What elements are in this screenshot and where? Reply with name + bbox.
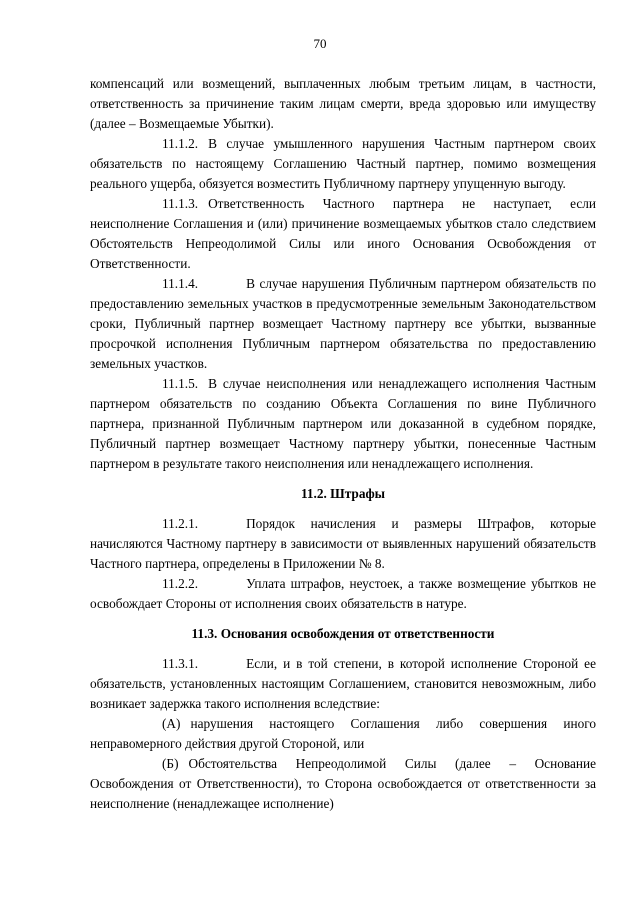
section-heading-11-2: 11.2. Штрафы [300,486,386,501]
clause-11-3-a [90,714,596,754]
clause-11-1-4 [90,274,596,374]
clause-number: 11.1.3. [162,196,199,211]
clause-text: В случае неисполнения или ненадлежащего исполнения Частным партнером обязательств по созданию Объекта Соглашения по вине Публичного партнера, признанной Публичным партнером или доказанной в судебном порядке, Публичный партнер возмещает Частному партнеру убытки, понесенные Частным партнером в результате такого неисполнения или ненадлежащего исполнения. [90,376,596,471]
clause-11-2-1 [90,514,596,574]
document-body [90,74,596,814]
clause-text: В случае нарушения Публичным партнером обязательств по предоставлению земельных участков в предусмотренные земельным Законодательством сроки, Публичный партнер возмещает Частному партнеру все убытки, вызванные просрочкой исполнения Публичным партнером обязательства по предоставлению земельных участков. [90,276,596,371]
clause-text: нарушения настоящего Соглашения либо совершения иного неправомерного действия другой Стороной, или [90,716,596,751]
clause-text: В случае умышленного нарушения Частным партнером своих обязательств по настоящему Соглашению Частный партнер, помимо возмещения реального ущерба, обязуется возместить Публичному партнеру упущенную выгоду. [90,136,596,191]
clause-11-3-1 [90,654,596,714]
clause-number: 11.1.2. [162,136,199,151]
page-number: 70 [313,36,327,51]
clause-11-1-2 [90,134,596,194]
clause-text: Ответственность Частного партнера не наступает, если неисполнение Соглашения и (или) причинение возмещаемых убытков стало следствием Обстоятельств Непреодолимой Силы или иного Основания Освобождения от Ответственности. [90,196,596,271]
clause-11-1-3 [90,194,596,274]
clause-text: Уплата штрафов, неустоек, а также возмещение убытков не освобождает Стороны от исполнения своих обязательств в натуре. [90,576,596,611]
clause-number: 11.3.1. [162,656,199,671]
paragraph-continuation [90,74,596,134]
clause-number: 11.2.2. [162,576,199,591]
clause-number: 11.1.5. [162,376,199,391]
paragraph-text: компенсаций или возмещений, выплаченных любым третьим лицам, в частности, ответственность за причинение таким лицам смерти, вреда здоровью или имуществу (далее – Возмещаемые Убытки). [90,76,596,131]
clause-number: 11.2.1. [162,516,199,531]
clause-number: (А) [162,716,181,731]
clause-text: Обстоятельства Непреодолимой Силы (далее – Основание Освобождения от Ответственности), то Сторона освобождается от ответственности за неисполнение (ненадлежащее исполнение) [90,756,596,811]
clause-11-2-2 [90,574,596,614]
clause-text: Порядок начисления и размеры Штрафов, которые начисляются Частному партнеру в зависимости от выявленных нарушений обязательств Частного партнера, определены в Приложении № 8. [90,516,596,571]
clause-text: Если, и в той степени, в которой исполнение Стороной ее обязательств, установленных настоящим Соглашением, становится невозможным, либо возникает задержка такого исполнения вследствие: [90,656,596,711]
section-heading-11-3: 11.3. Основания освобождения от ответственности [191,626,495,641]
clause-11-1-5 [90,374,596,474]
clause-number: (Б) [162,756,179,771]
clause-number: 11.1.4. [162,276,199,291]
clause-11-3-b [90,754,596,814]
